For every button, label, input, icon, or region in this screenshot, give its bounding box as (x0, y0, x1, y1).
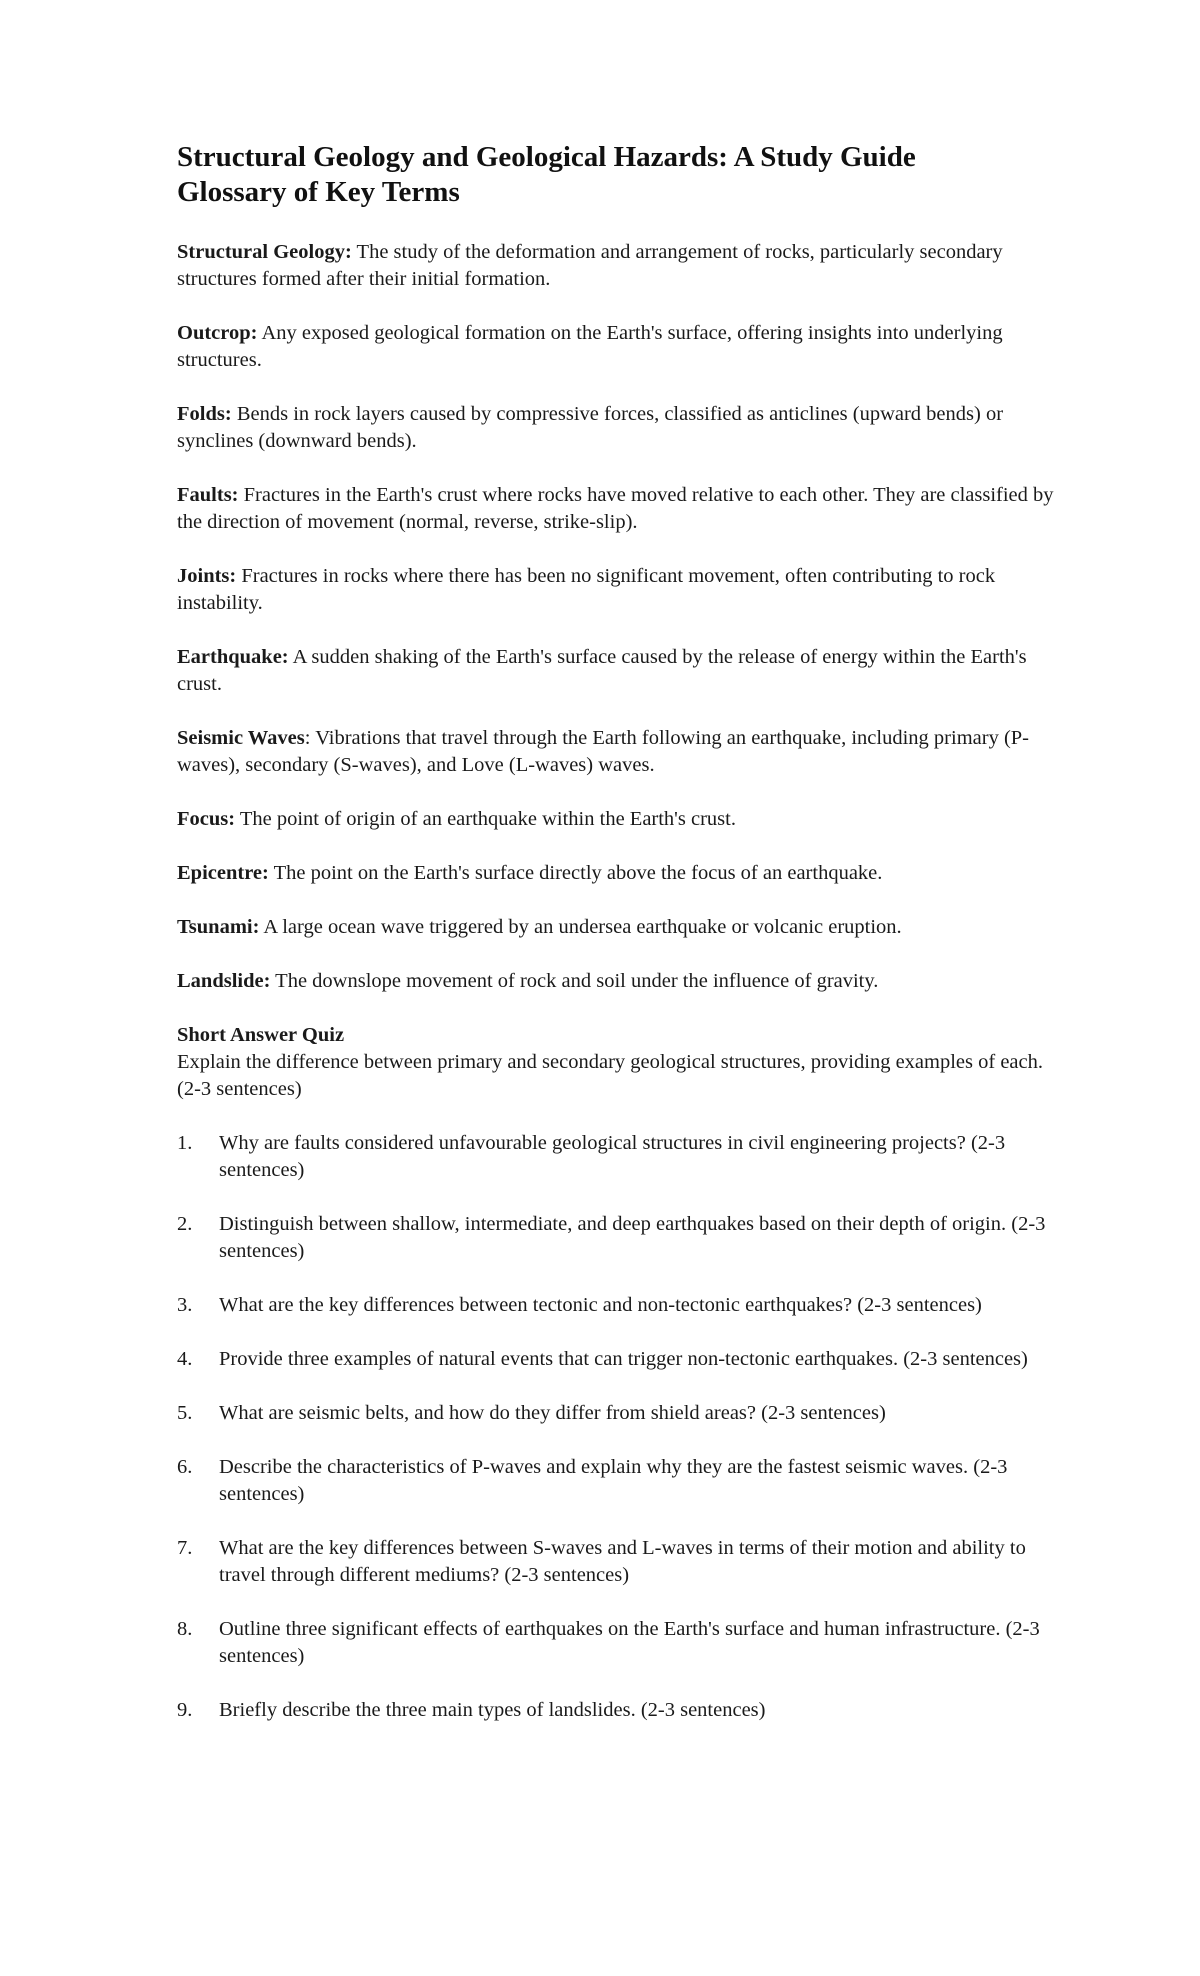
glossary-entry-earthquake (177, 644, 1057, 698)
page-title (177, 140, 1057, 210)
glossary-term: Landslide: (177, 970, 271, 992)
quiz-question (177, 1697, 1057, 1724)
title-line-2: Glossary of Key Terms (177, 176, 460, 208)
question-text: What are seismic belts, and how do they differ from shield areas? (2-3 sentences) (219, 1402, 886, 1424)
question-number: 8. (177, 1618, 193, 1640)
quiz-question (177, 1211, 1057, 1265)
glossary-definition: A large ocean wave triggered by an undersea earthquake or volcanic eruption. (259, 916, 902, 938)
page-content (177, 140, 1057, 1751)
question-number: 9. (177, 1699, 193, 1721)
glossary-entry-tsunami (177, 914, 1057, 941)
glossary-definition: The study of the deformation and arrangement of rocks, particularly secondary structures formed after their initial formation. (177, 241, 1003, 290)
quiz-section (177, 1022, 1057, 1724)
question-text: Why are faults considered unfavourable geological structures in civil engineering projects? (2-3 sentences) (219, 1132, 1006, 1181)
glossary-term: Folds: (177, 403, 232, 425)
question-text: What are the key differences between S-waves and L-waves in terms of their motion and ability to travel through different mediums? (2-3 sentences) (219, 1537, 1026, 1586)
quiz-question (177, 1616, 1057, 1670)
glossary-definition: The point on the Earth's surface directly above the focus of an earthquake. (268, 862, 883, 884)
glossary-entry-epicentre (177, 860, 1057, 887)
question-text: Describe the characteristics of P-waves and explain why they are the fastest seismic waves. (2-3 sentences) (219, 1456, 1008, 1505)
quiz-question (177, 1535, 1057, 1589)
glossary-definition: Any exposed geological formation on the Earth's surface, offering insights into underlying structures. (177, 322, 1003, 371)
glossary-definition: Fractures in the Earth's crust where rocks have moved relative to each other. They are classified by the direction of movement (normal, reverse, strike-slip). (177, 484, 1054, 533)
glossary-term: Tsunami: (177, 916, 260, 938)
glossary-entry-folds (177, 401, 1057, 455)
quiz-question-list (177, 1130, 1057, 1724)
glossary-term: Faults: (177, 484, 239, 506)
glossary-definition: The point of origin of an earthquake within the Earth's crust. (235, 808, 736, 830)
glossary-section (177, 239, 1057, 995)
glossary-entry-outcrop (177, 320, 1057, 374)
glossary-term: Seismic Waves (177, 727, 305, 749)
glossary-entry-focus (177, 806, 1057, 833)
glossary-entry-structural-geology (177, 239, 1057, 293)
glossary-entry-landslide (177, 968, 1057, 995)
question-text: Provide three examples of natural events that can trigger non-tectonic earthquakes. (2-3 sentences) (219, 1348, 1028, 1370)
glossary-definition: A sudden shaking of the Earth's surface caused by the release of energy within the Earth's crust. (177, 646, 1027, 695)
glossary-term: Outcrop: (177, 322, 258, 344)
glossary-term: Epicentre: (177, 862, 269, 884)
glossary-term: Earthquake: (177, 646, 289, 668)
quiz-question (177, 1454, 1057, 1508)
glossary-definition: Fractures in rocks where there has been no significant movement, often contributing to rock instability. (177, 565, 996, 614)
glossary-term: Joints: (177, 565, 237, 587)
glossary-entry-seismic-waves (177, 725, 1057, 779)
quiz-question (177, 1400, 1057, 1427)
quiz-question (177, 1130, 1057, 1184)
quiz-question (177, 1346, 1057, 1373)
question-number: 4. (177, 1348, 193, 1370)
quiz-heading: Short Answer Quiz (177, 1024, 345, 1046)
question-text: Briefly describe the three main types of landslides. (2-3 sentences) (219, 1699, 766, 1721)
glossary-entry-faults (177, 482, 1057, 536)
question-number: 3. (177, 1294, 193, 1316)
quiz-question (177, 1292, 1057, 1319)
question-number: 2. (177, 1213, 193, 1235)
title-line-1: Structural Geology and Geological Hazards: A Study Guide (177, 141, 916, 173)
glossary-term: Focus: (177, 808, 236, 830)
question-number: 1. (177, 1132, 193, 1154)
glossary-definition: Bends in rock layers caused by compressive forces, classified as anticlines (upward bends) or synclines (downward bends). (177, 403, 1004, 452)
question-number: 5. (177, 1402, 193, 1424)
question-number: 6. (177, 1456, 193, 1478)
glossary-definition: : Vibrations that travel through the Earth following an earthquake, including primary (P-waves), secondary (S-waves), and Love (L-waves) waves. (177, 727, 1029, 776)
question-number: 7. (177, 1537, 193, 1559)
question-text: Distinguish between shallow, intermediate, and deep earthquakes based on their depth of origin. (2-3 sentences) (219, 1213, 1046, 1262)
quiz-intro: Explain the difference between primary and secondary geological structures, providing examples of each. (2-3 sentences) (177, 1051, 1043, 1100)
glossary-entry-joints (177, 563, 1057, 617)
glossary-term: Structural Geology: (177, 241, 352, 263)
question-text: What are the key differences between tectonic and non-tectonic earthquakes? (2-3 sentences) (219, 1294, 982, 1316)
glossary-definition: The downslope movement of rock and soil under the influence of gravity. (270, 970, 879, 992)
question-text: Outline three significant effects of earthquakes on the Earth's surface and human infrastructure. (2-3 sentences) (219, 1618, 1040, 1667)
